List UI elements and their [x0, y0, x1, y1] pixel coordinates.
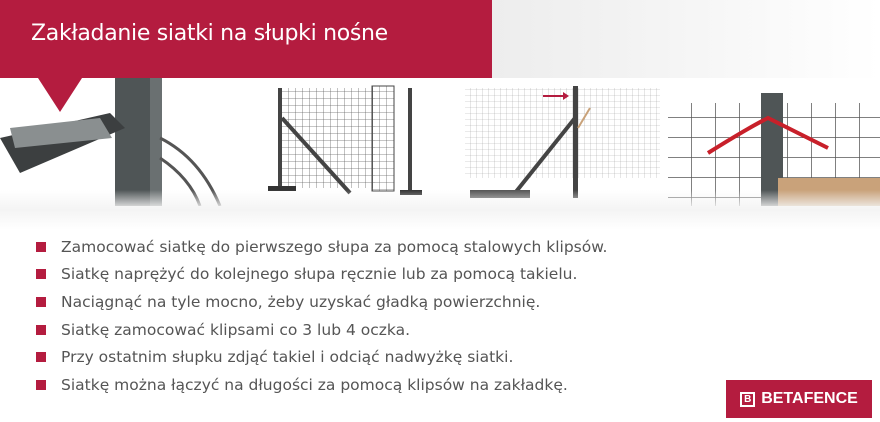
list-item: Zamocować siatkę do pierwszego słupa za pomocą stalowych klipsów. — [36, 233, 607, 261]
bullet-icon — [36, 242, 46, 252]
title-bar — [0, 0, 492, 78]
list-item: Naciągnąć na tyle mocno, żeby uzyskać gładką powierzchnię. — [36, 288, 607, 316]
page-title: Zakładanie siatki na słupki nośne — [31, 21, 388, 46]
bullet-icon — [36, 380, 46, 390]
bullet-icon — [36, 297, 46, 307]
pointer-arrow — [38, 78, 82, 112]
roll-post-illustration — [240, 78, 440, 206]
pliers-clip-illustration — [0, 78, 225, 206]
betafence-mark-icon: B — [740, 392, 755, 407]
clip-detail-illustration — [668, 78, 880, 206]
bullet-icon — [36, 352, 46, 362]
list-item: Przy ostatnim słupku zdjąć takiel i odciąć nadwyżkę siatki. — [36, 343, 607, 371]
tensioning-illustration — [465, 78, 665, 206]
list-item: Siatkę zamocować klipsami co 3 lub 4 oczka. — [36, 316, 607, 344]
list-item: Siatkę można łączyć na długości za pomocą klipsów na zakładkę. — [36, 371, 607, 399]
illustration-strip — [0, 78, 880, 206]
list-item: Siatkę naprężyć do kolejnego słupa ręcznie lub za pomocą takielu. — [36, 261, 607, 289]
bullet-icon — [36, 325, 46, 335]
instruction-list — [36, 233, 607, 399]
bullet-icon — [36, 269, 46, 279]
strip-fade — [0, 190, 880, 230]
betafence-logo: B BETAFENCE — [726, 380, 872, 418]
